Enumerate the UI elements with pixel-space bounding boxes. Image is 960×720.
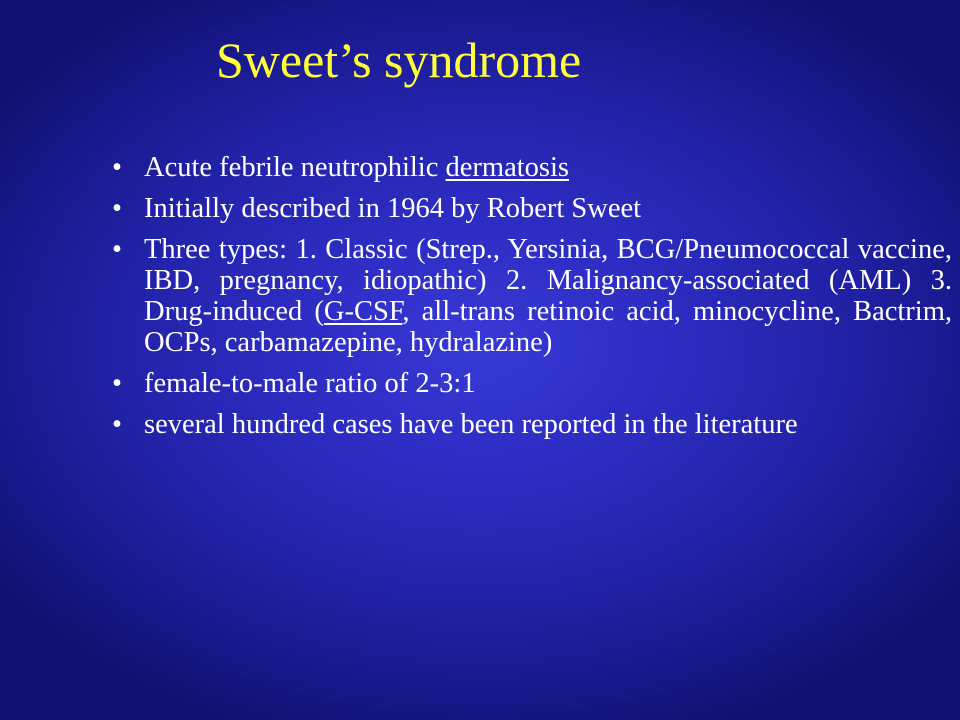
bullet-item xyxy=(112,409,952,440)
bullet-text-segment: female-to-male ratio of 2-3:1 xyxy=(144,368,476,399)
bullet-list xyxy=(112,152,952,450)
g-csf-link[interactable]: G-CSF xyxy=(323,296,403,327)
bullet-text xyxy=(144,409,952,440)
bullet-text xyxy=(144,152,952,183)
slide-title: Sweet’s syndrome xyxy=(216,32,582,88)
bullet-dot: • xyxy=(112,152,122,183)
dermatosis-link[interactable]: dermatosis xyxy=(445,152,569,183)
bullet-dot: • xyxy=(112,193,122,224)
bullet-item xyxy=(112,152,952,183)
bullet-dot: • xyxy=(112,368,122,399)
bullet-text xyxy=(144,368,952,399)
bullet-item xyxy=(112,234,952,358)
bullet-text-segment: Initially described in 1964 by Robert Sweet xyxy=(144,193,642,224)
bullet-dot: • xyxy=(112,234,122,265)
bullet-text-segment: Three types: 1. Classic (Strep., Yersinia, BCG/Pneumococcal vaccine, IBD, pregnancy, idiopathic) 2. Malignancy-associated (AML) 3. Drug-induced ( xyxy=(144,234,952,327)
bullet-item xyxy=(112,368,952,399)
bullet-text-segment: , all-trans retinoic acid, minocycline, Bactrim, OCPs, carbamazepine, hydralazine) xyxy=(144,296,952,358)
bullet-dot: • xyxy=(112,409,122,440)
bullet-text xyxy=(144,193,952,224)
bullet-text-segment: several hundred cases have been reported in the literature xyxy=(144,409,798,440)
bullet-text-segment: Acute febrile neutrophilic xyxy=(144,152,446,183)
bullet-text xyxy=(144,234,952,358)
bullet-item xyxy=(112,193,952,224)
